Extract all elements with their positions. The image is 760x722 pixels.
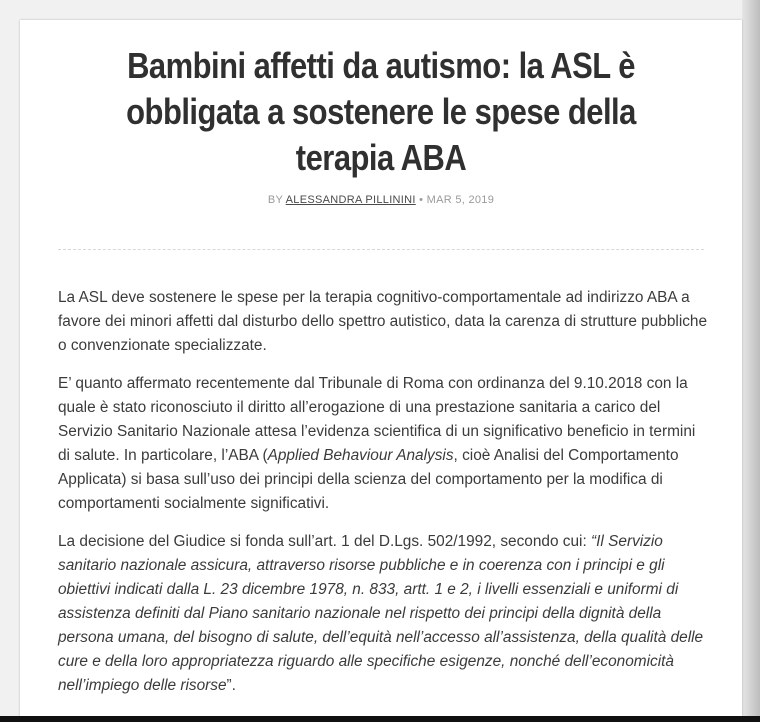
article-body — [58, 286, 710, 712]
header-divider — [58, 249, 704, 250]
article-card — [20, 20, 742, 716]
paragraph-3 — [58, 530, 710, 698]
paragraph-2 — [58, 372, 710, 516]
article-title: Bambini affetti da autismo: la ASL è obbligata a sostenere le spese della terapia ABA — [126, 45, 636, 178]
article-byline — [20, 194, 742, 206]
paragraph-2-text-a: E’ quanto affermato recentemente dal Tribunale di Roma con ordinanza del 9.10.2018 con la quale è stato riconosciuto il diritto all’erogazione di una prestazione sanitaria a carico del Servizio Sanitario Nazionale attesa l’evidenza scientifica di un significativo beneficio in termini di salute. In particolare, l’ABA ( — [58, 375, 696, 464]
paragraph-2-emphasis: Applied Behaviour Analysis — [267, 447, 454, 464]
paragraph-3-text-b: ”. — [226, 677, 236, 694]
paragraph-3-quote: “Il Servizio sanitario nazionale assicura, attraverso risorse pubbliche e in coerenza con i principi e gli obiettivi indicati dalla L. 23 dicembre 1978, n. 833, artt. 1 e 2, i livelli essenziali e uniformi di assistenza definiti dal Piano sanitario nazionale nel rispetto dei principi della dignità della persona umana, del bisogno di salute, dell’equità nell’accesso all’assistenza, della qualità delle cure e della loro appropriatezza riguardo alle specifiche esigenze, nonché dell’economicità nell’impiego delle risorse — [58, 533, 704, 694]
paragraph-2-text-b: , cioè Analisi del Comportamento Applicata) si basa sull’uso dei principi della scienza del comportamento per la modifica di comportamenti socialmente significativi. — [58, 447, 679, 512]
author-link[interactable]: ALESSANDRA PILLININI — [285, 194, 416, 206]
paragraph-1: La ASL deve sostenere le spese per la terapia cognitivo-comportamentale ad indirizzo ABA a favore dei minori affetti dal disturbo dello spettro autistico, data la carenza di strutture pubbliche o convenzionate specializzate. — [58, 289, 708, 354]
window-shadow-right — [742, 0, 760, 722]
window-shadow-bottom — [0, 716, 760, 722]
paragraph-3-text-a: La decisione del Giudice si fonda sull’art. 1 del D.Lgs. 502/1992, secondo cui: — [58, 533, 592, 550]
publish-date: MAR 5, 2019 — [426, 194, 495, 206]
byline-prefix: BY — [267, 194, 283, 206]
byline-separator: • — [419, 194, 424, 206]
